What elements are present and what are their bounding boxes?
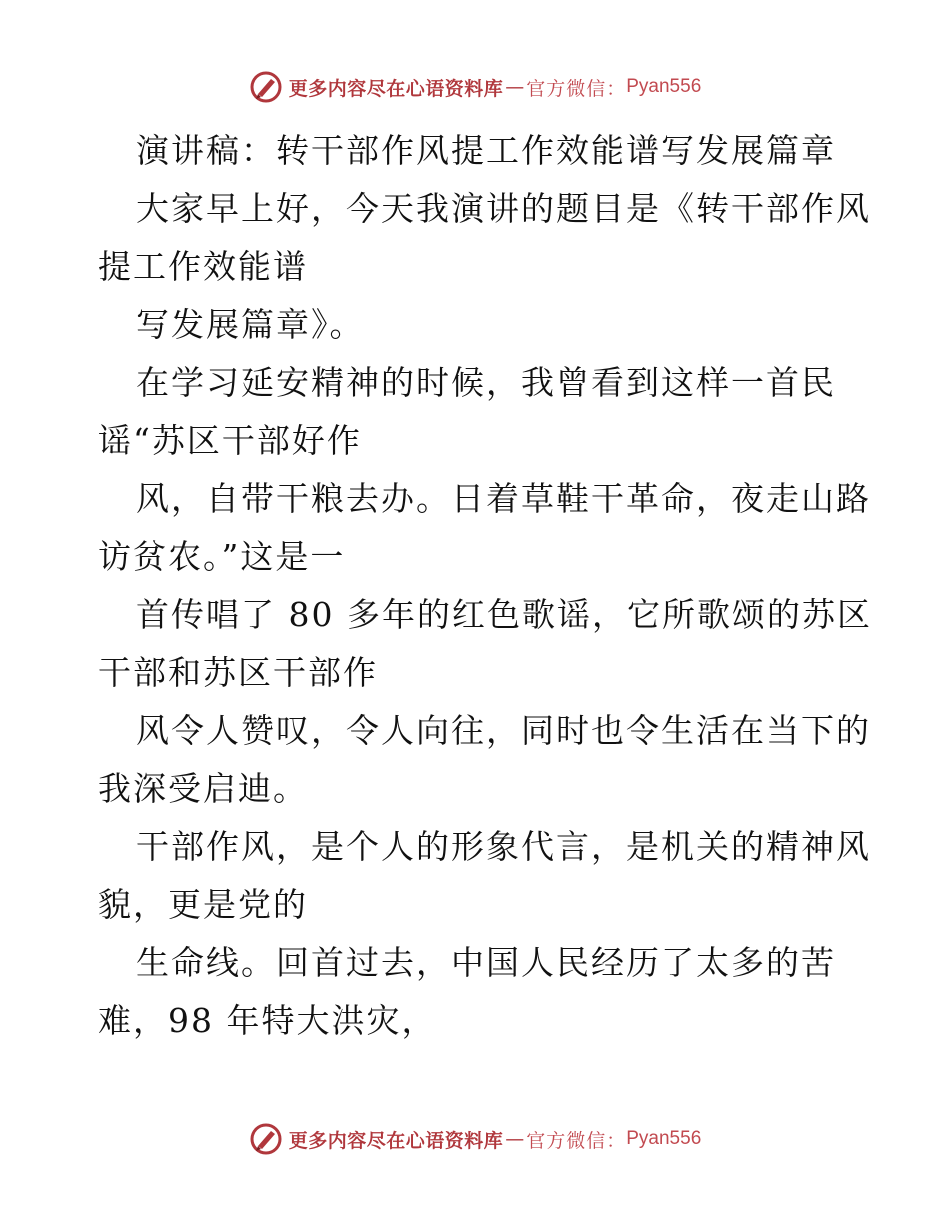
paragraph-line: 大家早上好，今天我演讲的题目是《转干部作风: [136, 189, 871, 228]
footer-wechat-id: Pyan556: [626, 1128, 702, 1149]
paragraph-line: 谣“苏区干部好作: [98, 421, 362, 460]
paragraph-line: 难，98 年特大洪灾，: [98, 1001, 437, 1040]
paragraph-line: 干部和苏区干部作: [98, 653, 378, 692]
footer-brand-text: 更多内容尽在心语资料库: [288, 1129, 504, 1152]
header-wechat-id: Pyan556: [626, 76, 702, 97]
paragraph-line: 貌，更是党的: [98, 885, 308, 924]
footer-dash: —: [505, 1128, 525, 1150]
page-footer: [0, 1122, 950, 1156]
document-title: 演讲稿：转干部作风提工作效能谱写发展篇章: [136, 131, 836, 170]
paragraph-line: 干部作风，是个人的形象代言，是机关的精神风: [136, 827, 871, 866]
header-brand-text: 更多内容尽在心语资料库: [288, 77, 504, 100]
paragraph-line: 首传唱了 80 多年的红色歌谣，它所歌颂的苏区: [136, 595, 872, 634]
paragraph-line: 写发展篇章》。: [136, 305, 365, 344]
header-dash: —: [505, 76, 525, 98]
footer-wechat-label: 官方微信：: [526, 1129, 627, 1152]
pen-seal-logo-icon: [249, 1122, 283, 1156]
paragraph-line: 风，自带干粮去办。日着草鞋干革命，夜走山路: [136, 479, 871, 518]
paragraph-line: 我深受启迪。: [98, 769, 308, 808]
pen-seal-logo-icon: [249, 70, 283, 104]
header-wechat-label: 官方微信：: [526, 77, 627, 100]
paragraph-line: 提工作效能谱: [98, 247, 308, 286]
paragraph-line: 生命线。回首过去，中国人民经历了太多的苦: [136, 943, 836, 982]
page-header: [0, 70, 950, 104]
paragraph-line: 风令人赞叹，令人向往，同时也令生活在当下的: [136, 711, 871, 750]
document-body: [98, 122, 872, 1050]
paragraph-line: 访贫农。”这是一: [98, 537, 346, 576]
paragraph-line: 在学习延安精神的时候，我曾看到这样一首民: [136, 363, 836, 402]
